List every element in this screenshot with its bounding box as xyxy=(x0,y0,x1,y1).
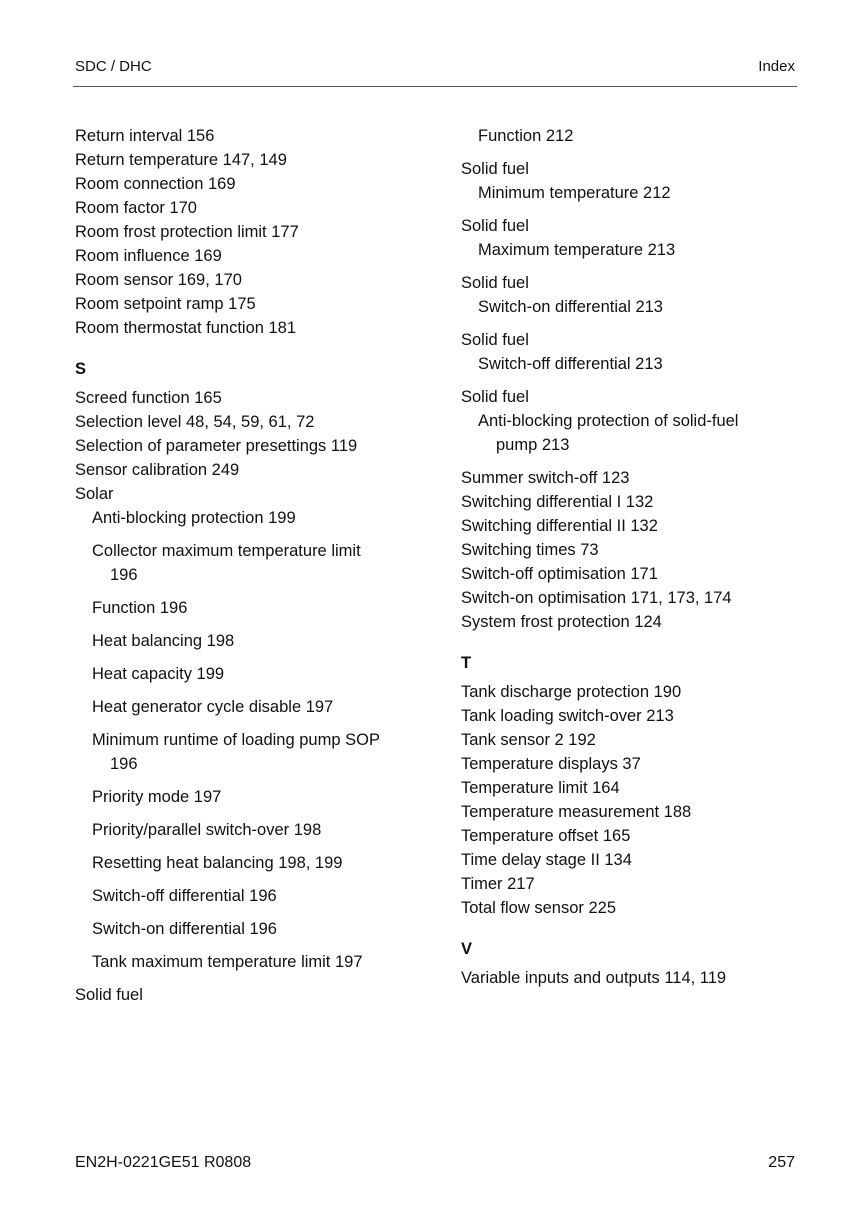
page-footer-doc-code: EN2H-0221GE51 R0808 xyxy=(75,1154,252,1171)
index-subentry: Collector maximum temperature limit 196 xyxy=(75,539,435,587)
index-entry: Timer 217 xyxy=(461,875,535,893)
index-entry: Solid fuel xyxy=(461,331,529,349)
index-group xyxy=(461,271,801,319)
index-entry: Switching differential I 132 xyxy=(461,493,654,511)
index-column-left xyxy=(75,124,435,1007)
index-subentry: Switch-on differential 213 xyxy=(478,298,663,316)
index-group xyxy=(461,157,801,205)
index-entry: Switching differential II 132 xyxy=(461,517,658,535)
index-subentry: Heat generator cycle disable 197 xyxy=(92,698,334,716)
index-group xyxy=(461,466,801,634)
index-entry: Tank discharge protection 190 xyxy=(461,683,682,701)
index-subentry: Resetting heat balancing 198, 199 xyxy=(92,854,343,872)
index-group xyxy=(461,328,801,376)
index-entry: Screed function 165 xyxy=(75,389,222,407)
index-letter-heading: V xyxy=(461,940,473,958)
index-entry: Variable inputs and outputs 114, 119 xyxy=(461,969,727,987)
index-entry: Solid fuel xyxy=(75,986,143,1004)
index-entry: Total flow sensor 225 xyxy=(461,899,617,917)
index-entry: Solid fuel xyxy=(461,274,529,292)
index-subentry: Switch-off differential 196 xyxy=(92,887,277,905)
index-subentry-continuation: 196 xyxy=(110,566,138,584)
index-entry: Sensor calibration 249 xyxy=(75,461,240,479)
index-subentry-continuation: 196 xyxy=(110,755,138,773)
index-entry: Selection level 48, 54, 59, 61, 72 xyxy=(75,413,315,431)
index-subentry: Minimum temperature 212 xyxy=(478,184,671,202)
index-entry: Solid fuel xyxy=(461,217,529,235)
index-subentry: Heat capacity 199 xyxy=(92,665,225,683)
index-entry: Room sensor 169, 170 xyxy=(75,271,242,289)
index-subentry: Function 212 xyxy=(478,127,574,145)
index-entry: Room thermostat function 181 xyxy=(75,319,297,337)
index-entry: Selection of parameter presettings 119 xyxy=(75,437,358,455)
page-header-right: Index xyxy=(758,58,795,75)
index-entry: System frost protection 124 xyxy=(461,613,662,631)
index-entry: Switching times 73 xyxy=(461,541,599,559)
index-subentry-continuation: pump 213 xyxy=(496,436,570,454)
index-subentry: Switch-off differential 213 xyxy=(478,355,663,373)
index-entry: Summer switch-off 123 xyxy=(461,469,630,487)
index-entry: Temperature measurement 188 xyxy=(461,803,692,821)
index-subentry: Heat balancing 198 xyxy=(92,632,235,650)
index-entry: Room factor 170 xyxy=(75,199,197,217)
index-entry: Tank sensor 2 192 xyxy=(461,731,596,749)
index-subentry: Priority/parallel switch-over 198 xyxy=(92,821,322,839)
index-subentry: Maximum temperature 213 xyxy=(478,241,676,259)
index-entry: Tank loading switch-over 213 xyxy=(461,707,674,725)
index-subentry: Switch-on differential 196 xyxy=(92,920,277,938)
index-subentry: Anti-blocking protection 199 xyxy=(92,509,296,527)
index-entry: Room setpoint ramp 175 xyxy=(75,295,256,313)
index-subentry: Minimum runtime of loading pump SOP 196 xyxy=(75,728,435,776)
index-letter-heading: S xyxy=(75,360,87,378)
index-entry: Switch-on optimisation 171, 173, 174 xyxy=(461,589,732,607)
index-entry: Temperature offset 165 xyxy=(461,827,631,845)
index-entry: Room influence 169 xyxy=(75,247,222,265)
index-subentry: Anti-blocking protection of solid-fuel pump 213 xyxy=(461,409,801,457)
index-entry: Solar xyxy=(75,485,114,503)
index-subentry: Tank maximum temperature limit 197 xyxy=(92,953,363,971)
index-entry: Temperature limit 164 xyxy=(461,779,620,797)
header-rule xyxy=(73,86,797,87)
index-group xyxy=(461,214,801,262)
index-entry: Switch-off optimisation 171 xyxy=(461,565,658,583)
index-subentry: Function 196 xyxy=(92,599,188,617)
page-number: 257 xyxy=(768,1154,795,1171)
index-entry: Solid fuel xyxy=(461,160,529,178)
index-letter-heading: T xyxy=(461,654,472,672)
index-entry: Room frost protection limit 177 xyxy=(75,223,299,241)
index-entry: Time delay stage II 134 xyxy=(461,851,632,869)
index-subentry: Priority mode 197 xyxy=(92,788,222,806)
index-entry: Solid fuel xyxy=(461,388,529,406)
page-header-left: SDC / DHC xyxy=(75,58,152,75)
index-entry: Temperature displays 37 xyxy=(461,755,641,773)
index-entry: Return interval 156 xyxy=(75,127,215,145)
index-column-right xyxy=(461,124,801,990)
index-entry: Return temperature 147, 149 xyxy=(75,151,287,169)
index-entry: Room connection 169 xyxy=(75,175,236,193)
index-group xyxy=(461,385,801,457)
